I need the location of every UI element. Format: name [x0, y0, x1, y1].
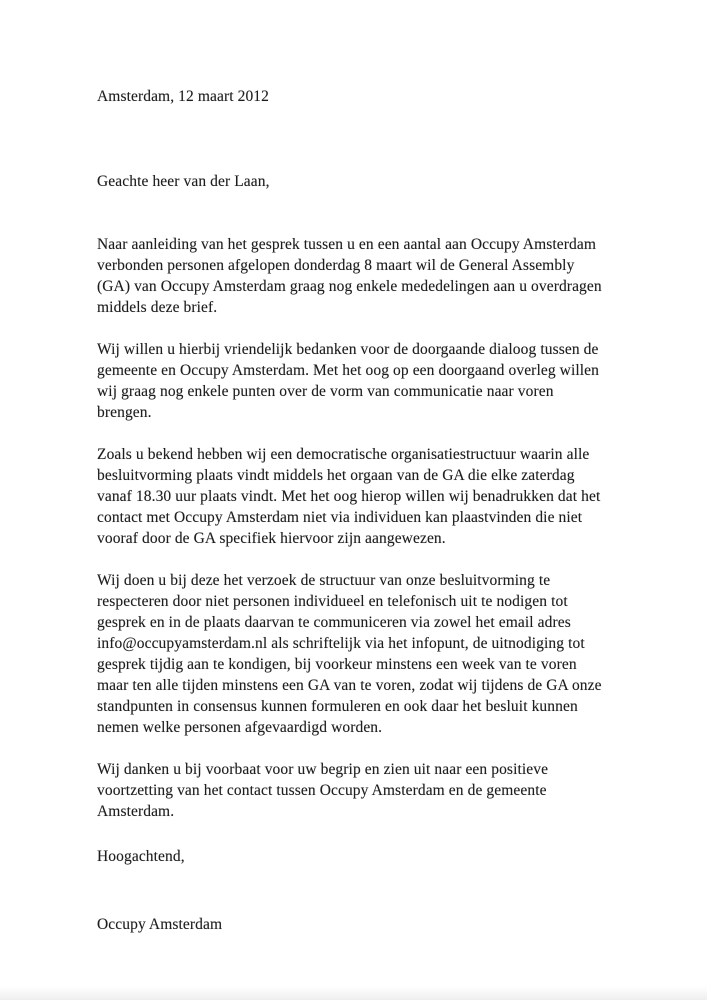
letter-body — [97, 86, 602, 935]
letter-paragraph: Zoals u bekend hebben wij een democratische organisatiestructuur waarin alle besluitvorming plaats vindt middels het orgaan van de GA die elke zaterdag vanaf 18.30 uur plaats vindt. Met het oog hierop willen wij benadrukken dat het contact met Occupy Amsterdam niet via individuen kan plaastvinden die niet vooraf door de GA specifiek hiervoor zijn aangewezen. — [97, 446, 601, 547]
letter-date-line: Amsterdam, 12 maart 2012 — [97, 88, 269, 105]
letter-paragraph: Naar aanleiding van het gesprek tussen u en een aantal aan Occupy Amsterdam verbonden personen afgelopen donderdag 8 maart wil de General Assembly (GA) van Occupy Amsterdam graag nog enkele mededelingen aan u overdragen middels deze brief. — [97, 236, 602, 316]
letter-signature: Occupy Amsterdam — [97, 916, 223, 933]
letter-salutation: Geachte heer van der Laan, — [97, 173, 270, 190]
letter-paragraph: Wij willen u hierbij vriendelijk bedanken voor de doorgaande dialoog tussen de gemeente en Occupy Amsterdam. Met het oog op een doorgaand overleg willen wij graag nog enkele punten over de vorm van communicatie naar voren brengen. — [97, 341, 599, 421]
letter-closing: Hoogachtend, — [97, 848, 185, 865]
letter-paragraph: Wij danken u bij voorbaat voor uw begrip en zien uit naar een positieve voortzetting van het contact tussen Occupy Amsterdam en de gemeente Amsterdam. — [97, 761, 549, 820]
scan-edge-shadow — [0, 986, 707, 1000]
letter-paragraph: Wij doen u bij deze het verzoek de structuur van onze besluitvorming te respecteren door niet personen individueel en telefonisch uit te nodigen tot gesprek en in de plaats daarvan te communiceren via zowel het email adres info@occupyamsterdam.nl als schriftelijk via het infopunt, de uitnodiging tot gesprek tijdig aan te kondigen, bij voorkeur minstens een week van te voren maar ten alle tijden minstens een GA van te voren, zodat wij tijdens de GA onze standpunten in consensus kunnen formuleren en ook daar het besluit kunnen nemen welke personen afgevaardigd worden. — [97, 572, 602, 736]
